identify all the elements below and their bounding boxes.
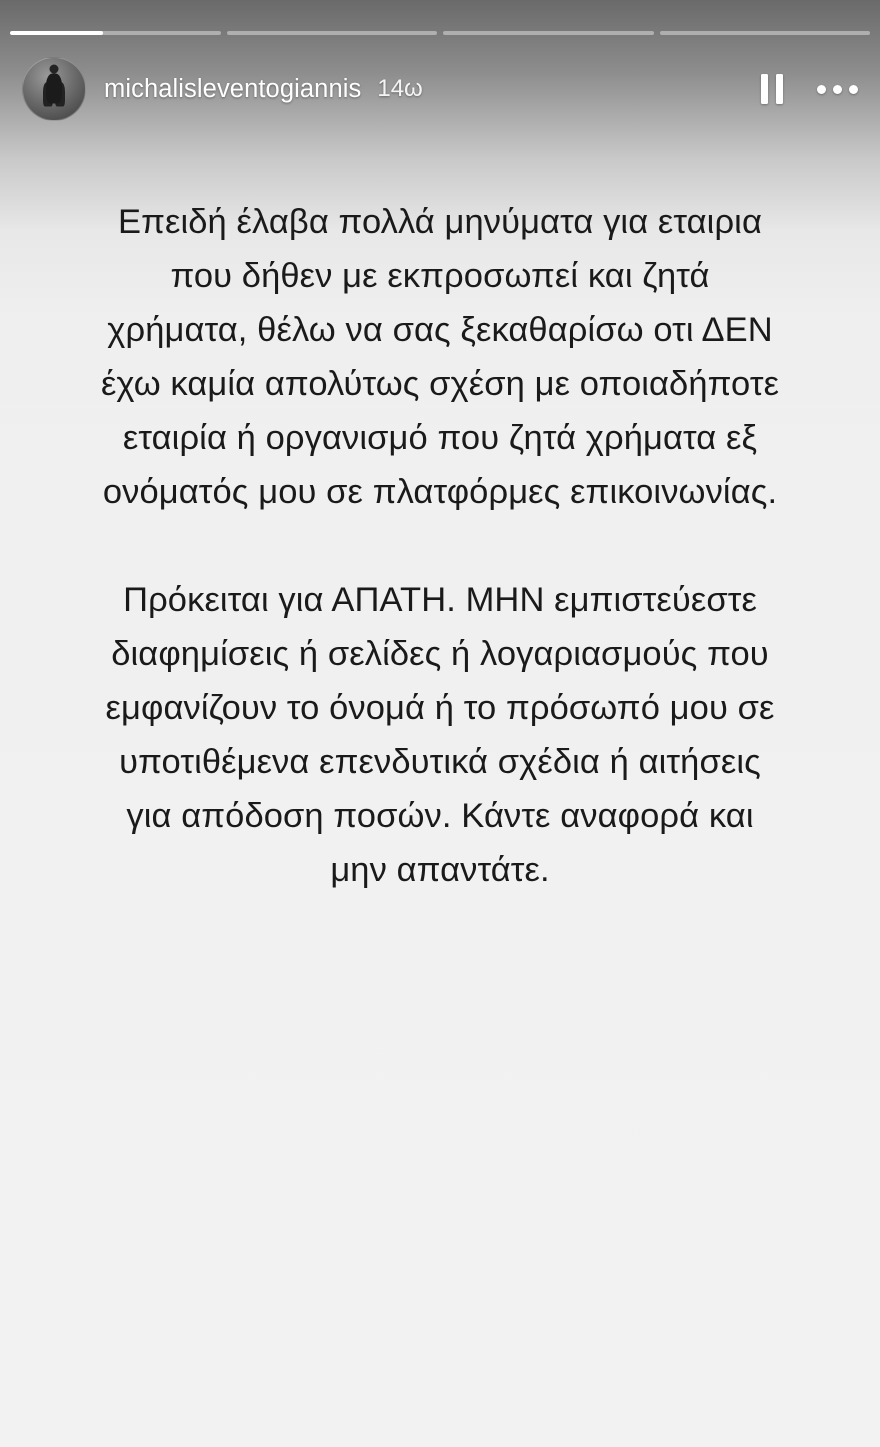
story-progress-fill [10, 31, 103, 35]
pause-bar-left [761, 74, 768, 104]
more-dot-2 [833, 85, 842, 94]
username-label[interactable]: michalisleventogiannis [104, 74, 362, 103]
story-progress-segment-2[interactable] [227, 31, 438, 35]
story-progress-segment-4[interactable] [660, 31, 871, 35]
more-dot-1 [817, 85, 826, 94]
story-progress-segment-3[interactable] [443, 31, 654, 35]
story-header-actions [761, 74, 858, 104]
more-options-icon[interactable] [817, 85, 858, 94]
pause-bar-right [776, 74, 783, 104]
story-progress-bars [10, 31, 870, 35]
more-dot-3 [849, 85, 858, 94]
story-progress-segment-1[interactable] [10, 31, 221, 35]
story-header [0, 54, 880, 124]
story-paragraph-1: Επειδή έλαβα πολλά μηνύματα για εταιρια που δήθεν με εκπροσωπεί και ζητά χρήματα, θέλω να σας ξεκαθαρίσω οτι ΔΕΝ έχω καμία απολύτως σχέση με οποιαδήποτε εταιρία ή οργανισμό που ζητά χρήματα εξ ονόματός μου σε πλατφόρμες επικοινωνίας. [100, 203, 780, 511]
avatar-silhouette [46, 73, 62, 103]
pause-icon[interactable] [761, 74, 783, 104]
timestamp-label: 14ω [377, 75, 423, 102]
avatar[interactable] [22, 57, 86, 121]
story-paragraph-2: Πρόκειται για ΑΠΑΤΗ. ΜΗΝ εμπιστεύεστε διαφημίσεις ή σελίδες ή λογαριασμούς που εμφανίζουν το όνομά ή το πρόσωπό μου σε υποτιθέμενα επενδυτικά σχέδια ή αιτήσεις για απόδοση ποσών. Κάντε αναφορά και μην απαντάτε. [105, 580, 775, 889]
story-text-block [0, 196, 880, 898]
